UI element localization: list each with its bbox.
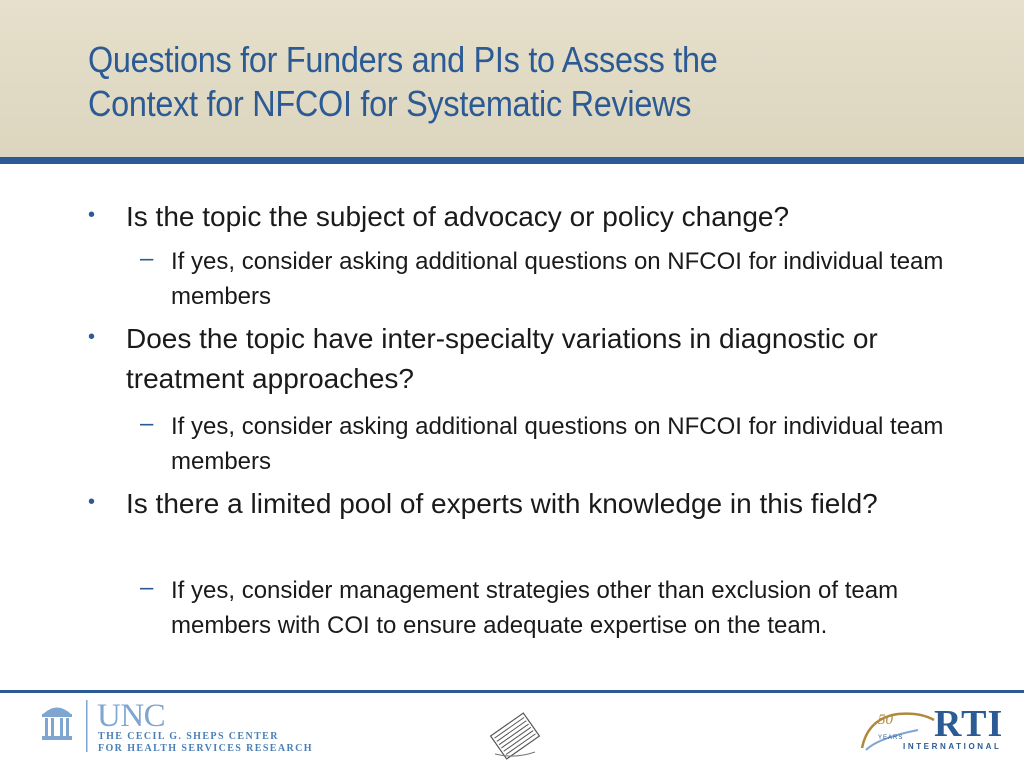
bullet-marker: • (88, 326, 96, 348)
slide-title (88, 38, 880, 126)
title-header (0, 0, 1024, 157)
unc-logo-line-1: THE CECIL G. SHEPS CENTER (98, 731, 279, 742)
bullet-text: Is there a limited pool of experts with knowledge in this field? (126, 488, 878, 519)
unc-logo-line-2: FOR HEALTH SERVICES RESEARCH (98, 743, 313, 754)
slide-body (0, 170, 1024, 685)
header-divider (0, 157, 1024, 164)
stacked-lines-seal-icon (485, 712, 545, 760)
rti-logo-subtitle: INTERNATIONAL (903, 742, 1002, 751)
rti-anniversary-label: YEARS (878, 735, 904, 741)
slide-title-line-1: Questions for Funders and PIs to Assess the (88, 39, 718, 80)
sub-text: If yes, consider asking additional questions on NFCOI for individual team members (171, 248, 944, 310)
footer-divider (0, 690, 1024, 693)
bullet-marker: • (88, 491, 96, 513)
rti-logo-name: RTI (934, 703, 1004, 745)
bullet-text: Does the topic have inter-specialty variations in diagnostic or treatment approaches? (126, 323, 878, 394)
sub-marker: – (140, 410, 154, 437)
rti-anniversary-number: 50 (878, 712, 893, 728)
unc-logo-divider (86, 700, 89, 752)
sub-text: If yes, consider asking additional questions on NFCOI for individual team members (171, 413, 944, 475)
bullet-text: Is the topic the subject of advocacy or policy change? (126, 201, 790, 232)
slide-title-line-2: Context for NFCOI for Systematic Reviews (88, 83, 692, 124)
bullet-marker: • (88, 204, 96, 226)
sub-marker: – (140, 574, 154, 601)
old-well-icon (40, 701, 74, 743)
sub-text: If yes, consider management strategies other than exclusion of team members with COI to ensure adequate expertise on the team. (171, 577, 899, 639)
sub-marker: – (140, 245, 154, 272)
unc-logo-name: UNC (97, 698, 166, 734)
